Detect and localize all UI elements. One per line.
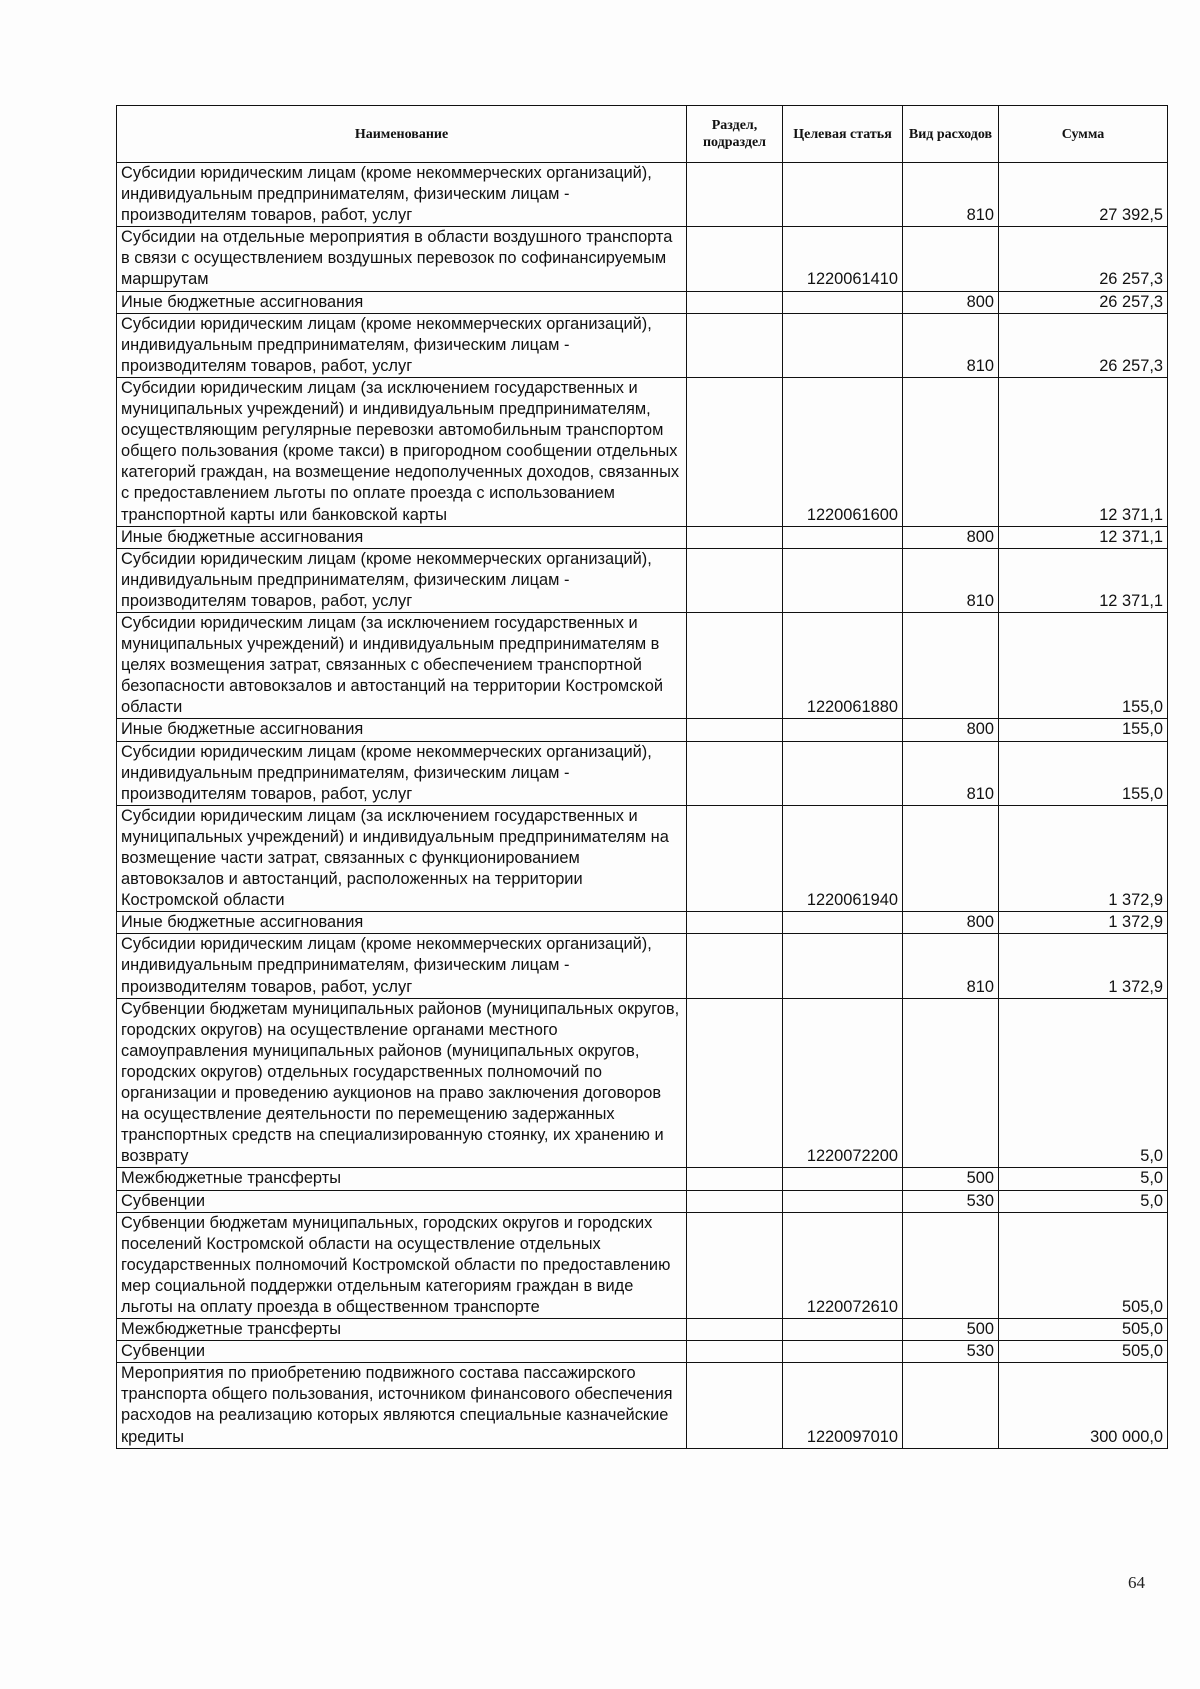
cell-sum: 27 392,5: [999, 163, 1168, 227]
table-row: [117, 612, 1168, 718]
cell-target: [783, 934, 903, 998]
cell-expense-type: 530: [903, 1341, 999, 1363]
cell-expense-type: 810: [903, 163, 999, 227]
cell-name: Иные бюджетные ассигнования: [117, 719, 687, 741]
cell-target: [783, 1341, 903, 1363]
header-target: Целевая статья: [783, 106, 903, 163]
cell-name: Субсидии юридическим лицам (кроме некоммерческих организаций), индивидуальным предпринимателям, физическим лицам - производителям товаров, работ, услуг: [117, 741, 687, 805]
table-header-row: [117, 106, 1168, 163]
cell-sum: 155,0: [999, 741, 1168, 805]
cell-target: [783, 1190, 903, 1212]
cell-expense-type: [903, 1363, 999, 1448]
table-row: [117, 1190, 1168, 1212]
cell-section: [687, 1168, 783, 1190]
cell-expense-type: [903, 227, 999, 291]
cell-section: [687, 548, 783, 612]
cell-section: [687, 719, 783, 741]
table-row: [117, 377, 1168, 526]
header-expense-type: Вид расходов: [903, 106, 999, 163]
cell-expense-type: 800: [903, 526, 999, 548]
cell-section: [687, 526, 783, 548]
cell-target: [783, 741, 903, 805]
cell-name: Мероприятия по приобретению подвижного состава пассажирского транспорта общего пользования, источником финансового обеспечения расходов на реализацию которых являются специальные казначейские кредиты: [117, 1363, 687, 1448]
table-row: [117, 1168, 1168, 1190]
table-body: [117, 163, 1168, 1449]
cell-sum: 1 372,9: [999, 805, 1168, 911]
cell-sum: 5,0: [999, 998, 1168, 1168]
cell-name: Иные бюджетные ассигнования: [117, 291, 687, 313]
cell-section: [687, 163, 783, 227]
cell-expense-type: [903, 998, 999, 1168]
cell-name: Субсидии юридическим лицам (кроме некоммерческих организаций), индивидуальным предпринимателям, физическим лицам - производителям товаров, работ, услуг: [117, 163, 687, 227]
cell-sum: 12 371,1: [999, 548, 1168, 612]
table-row: [117, 227, 1168, 291]
cell-sum: 5,0: [999, 1190, 1168, 1212]
table-row: [117, 912, 1168, 934]
cell-expense-type: 810: [903, 741, 999, 805]
cell-name: Субсидии юридическим лицам (за исключением государственных и муниципальных учреждений) и индивидуальным предпринимателям, осуществляющим регулярные перевозки автомобильным транспортом общего пользования (кроме такси) в пригородном сообщении отдельных категорий граждан, на возмещение недополученных доходов, связанных с предоставлением льготы по оплате проезда с использованием транспортной карты или банковской карты: [117, 377, 687, 526]
table-row: [117, 1212, 1168, 1318]
cell-section: [687, 1363, 783, 1448]
cell-name: Субсидии юридическим лицам (за исключением государственных и муниципальных учреждений) и индивидуальным предпринимателям на возмещение части затрат, связанных с функционированием автовокзалов и автостанций, расположенных на территории Костромской области: [117, 805, 687, 911]
cell-target: 1220061600: [783, 377, 903, 526]
cell-expense-type: 800: [903, 291, 999, 313]
cell-target: [783, 291, 903, 313]
cell-name: Субвенции бюджетам муниципальных районов (муниципальных округов, городских округов) на осуществление органами местного самоуправления муниципальных районов (муниципальных округов, городских округов) отдельных государственных полномочий по организации и проведению аукционов на право заключения договоров на осуществление деятельности по перемещению задержанных транспортных средств на специализированную стоянку, их хранению и возврату: [117, 998, 687, 1168]
cell-section: [687, 313, 783, 377]
cell-expense-type: 500: [903, 1168, 999, 1190]
cell-name: Субсидии юридическим лицам (за исключением государственных и муниципальных учреждений) и индивидуальным предпринимателям в целях возмещения затрат, связанных с обеспечением транспортной безопасности автовокзалов и автостанций на территории Костромской области: [117, 612, 687, 718]
cell-expense-type: 800: [903, 912, 999, 934]
table-row: [117, 719, 1168, 741]
cell-section: [687, 805, 783, 911]
cell-section: [687, 934, 783, 998]
header-section: Раздел, подраздел: [687, 106, 783, 163]
cell-target: [783, 719, 903, 741]
table-row: [117, 526, 1168, 548]
cell-sum: 155,0: [999, 719, 1168, 741]
table-row: [117, 1319, 1168, 1341]
cell-section: [687, 1190, 783, 1212]
cell-section: [687, 912, 783, 934]
cell-name: Субсидии юридическим лицам (кроме некоммерческих организаций), индивидуальным предпринимателям, физическим лицам - производителям товаров, работ, услуг: [117, 934, 687, 998]
cell-sum: 505,0: [999, 1341, 1168, 1363]
cell-name: Субсидии юридическим лицам (кроме некоммерческих организаций), индивидуальным предпринимателям, физическим лицам - производителям товаров, работ, услуг: [117, 313, 687, 377]
cell-section: [687, 291, 783, 313]
cell-expense-type: [903, 1212, 999, 1318]
cell-name: Межбюджетные трансферты: [117, 1319, 687, 1341]
table-row: [117, 998, 1168, 1168]
table-row: [117, 548, 1168, 612]
cell-sum: 26 257,3: [999, 291, 1168, 313]
cell-name: Субвенции бюджетам муниципальных, городских округов и городских поселений Костромской области на осуществление отдельных государственных полномочий Костромской области по предоставлению мер социальной поддержки отдельным категориям граждан в виде льготы на оплату проезда в общественном транспорте: [117, 1212, 687, 1318]
cell-target: 1220061880: [783, 612, 903, 718]
cell-target: [783, 163, 903, 227]
cell-target: [783, 548, 903, 612]
header-sum: Сумма: [999, 106, 1168, 163]
cell-target: 1220061410: [783, 227, 903, 291]
cell-name: Иные бюджетные ассигнования: [117, 912, 687, 934]
table-row: [117, 291, 1168, 313]
cell-sum: 26 257,3: [999, 227, 1168, 291]
cell-target: [783, 1168, 903, 1190]
cell-sum: 505,0: [999, 1212, 1168, 1318]
cell-expense-type: 800: [903, 719, 999, 741]
cell-target: [783, 1319, 903, 1341]
cell-section: [687, 998, 783, 1168]
table-row: [117, 1341, 1168, 1363]
header-name: Наименование: [117, 106, 687, 163]
cell-expense-type: 810: [903, 934, 999, 998]
cell-sum: 5,0: [999, 1168, 1168, 1190]
cell-sum: 1 372,9: [999, 934, 1168, 998]
cell-name: Субсидии юридическим лицам (кроме некоммерческих организаций), индивидуальным предпринимателям, физическим лицам - производителям товаров, работ, услуг: [117, 548, 687, 612]
cell-expense-type: 810: [903, 548, 999, 612]
cell-sum: 26 257,3: [999, 313, 1168, 377]
cell-name: Иные бюджетные ассигнования: [117, 526, 687, 548]
cell-name: Субсидии на отдельные мероприятия в области воздушного транспорта в связи с осуществлением воздушных перевозок по софинансируемым маршрутам: [117, 227, 687, 291]
table-row: [117, 313, 1168, 377]
cell-expense-type: [903, 805, 999, 911]
cell-sum: 12 371,1: [999, 377, 1168, 526]
cell-target: 1220097010: [783, 1363, 903, 1448]
cell-sum: 300 000,0: [999, 1363, 1168, 1448]
cell-target: [783, 313, 903, 377]
cell-section: [687, 612, 783, 718]
table-row: [117, 934, 1168, 998]
cell-section: [687, 741, 783, 805]
cell-section: [687, 1341, 783, 1363]
cell-name: Субвенции: [117, 1190, 687, 1212]
page-number: 64: [1128, 1573, 1145, 1592]
cell-sum: 505,0: [999, 1319, 1168, 1341]
cell-target: 1220072610: [783, 1212, 903, 1318]
cell-target: 1220072200: [783, 998, 903, 1168]
cell-target: [783, 526, 903, 548]
cell-section: [687, 227, 783, 291]
cell-sum: 12 371,1: [999, 526, 1168, 548]
cell-expense-type: 500: [903, 1319, 999, 1341]
cell-expense-type: [903, 612, 999, 718]
cell-name: Субвенции: [117, 1341, 687, 1363]
cell-expense-type: 530: [903, 1190, 999, 1212]
table-row: [117, 741, 1168, 805]
table-row: [117, 805, 1168, 911]
table-row: [117, 163, 1168, 227]
cell-name: Межбюджетные трансферты: [117, 1168, 687, 1190]
cell-section: [687, 1212, 783, 1318]
cell-target: [783, 912, 903, 934]
cell-sum: 155,0: [999, 612, 1168, 718]
cell-expense-type: 810: [903, 313, 999, 377]
cell-sum: 1 372,9: [999, 912, 1168, 934]
cell-expense-type: [903, 377, 999, 526]
cell-target: 1220061940: [783, 805, 903, 911]
cell-section: [687, 377, 783, 526]
cell-section: [687, 1319, 783, 1341]
budget-table: [116, 105, 1168, 1449]
table-row: [117, 1363, 1168, 1448]
